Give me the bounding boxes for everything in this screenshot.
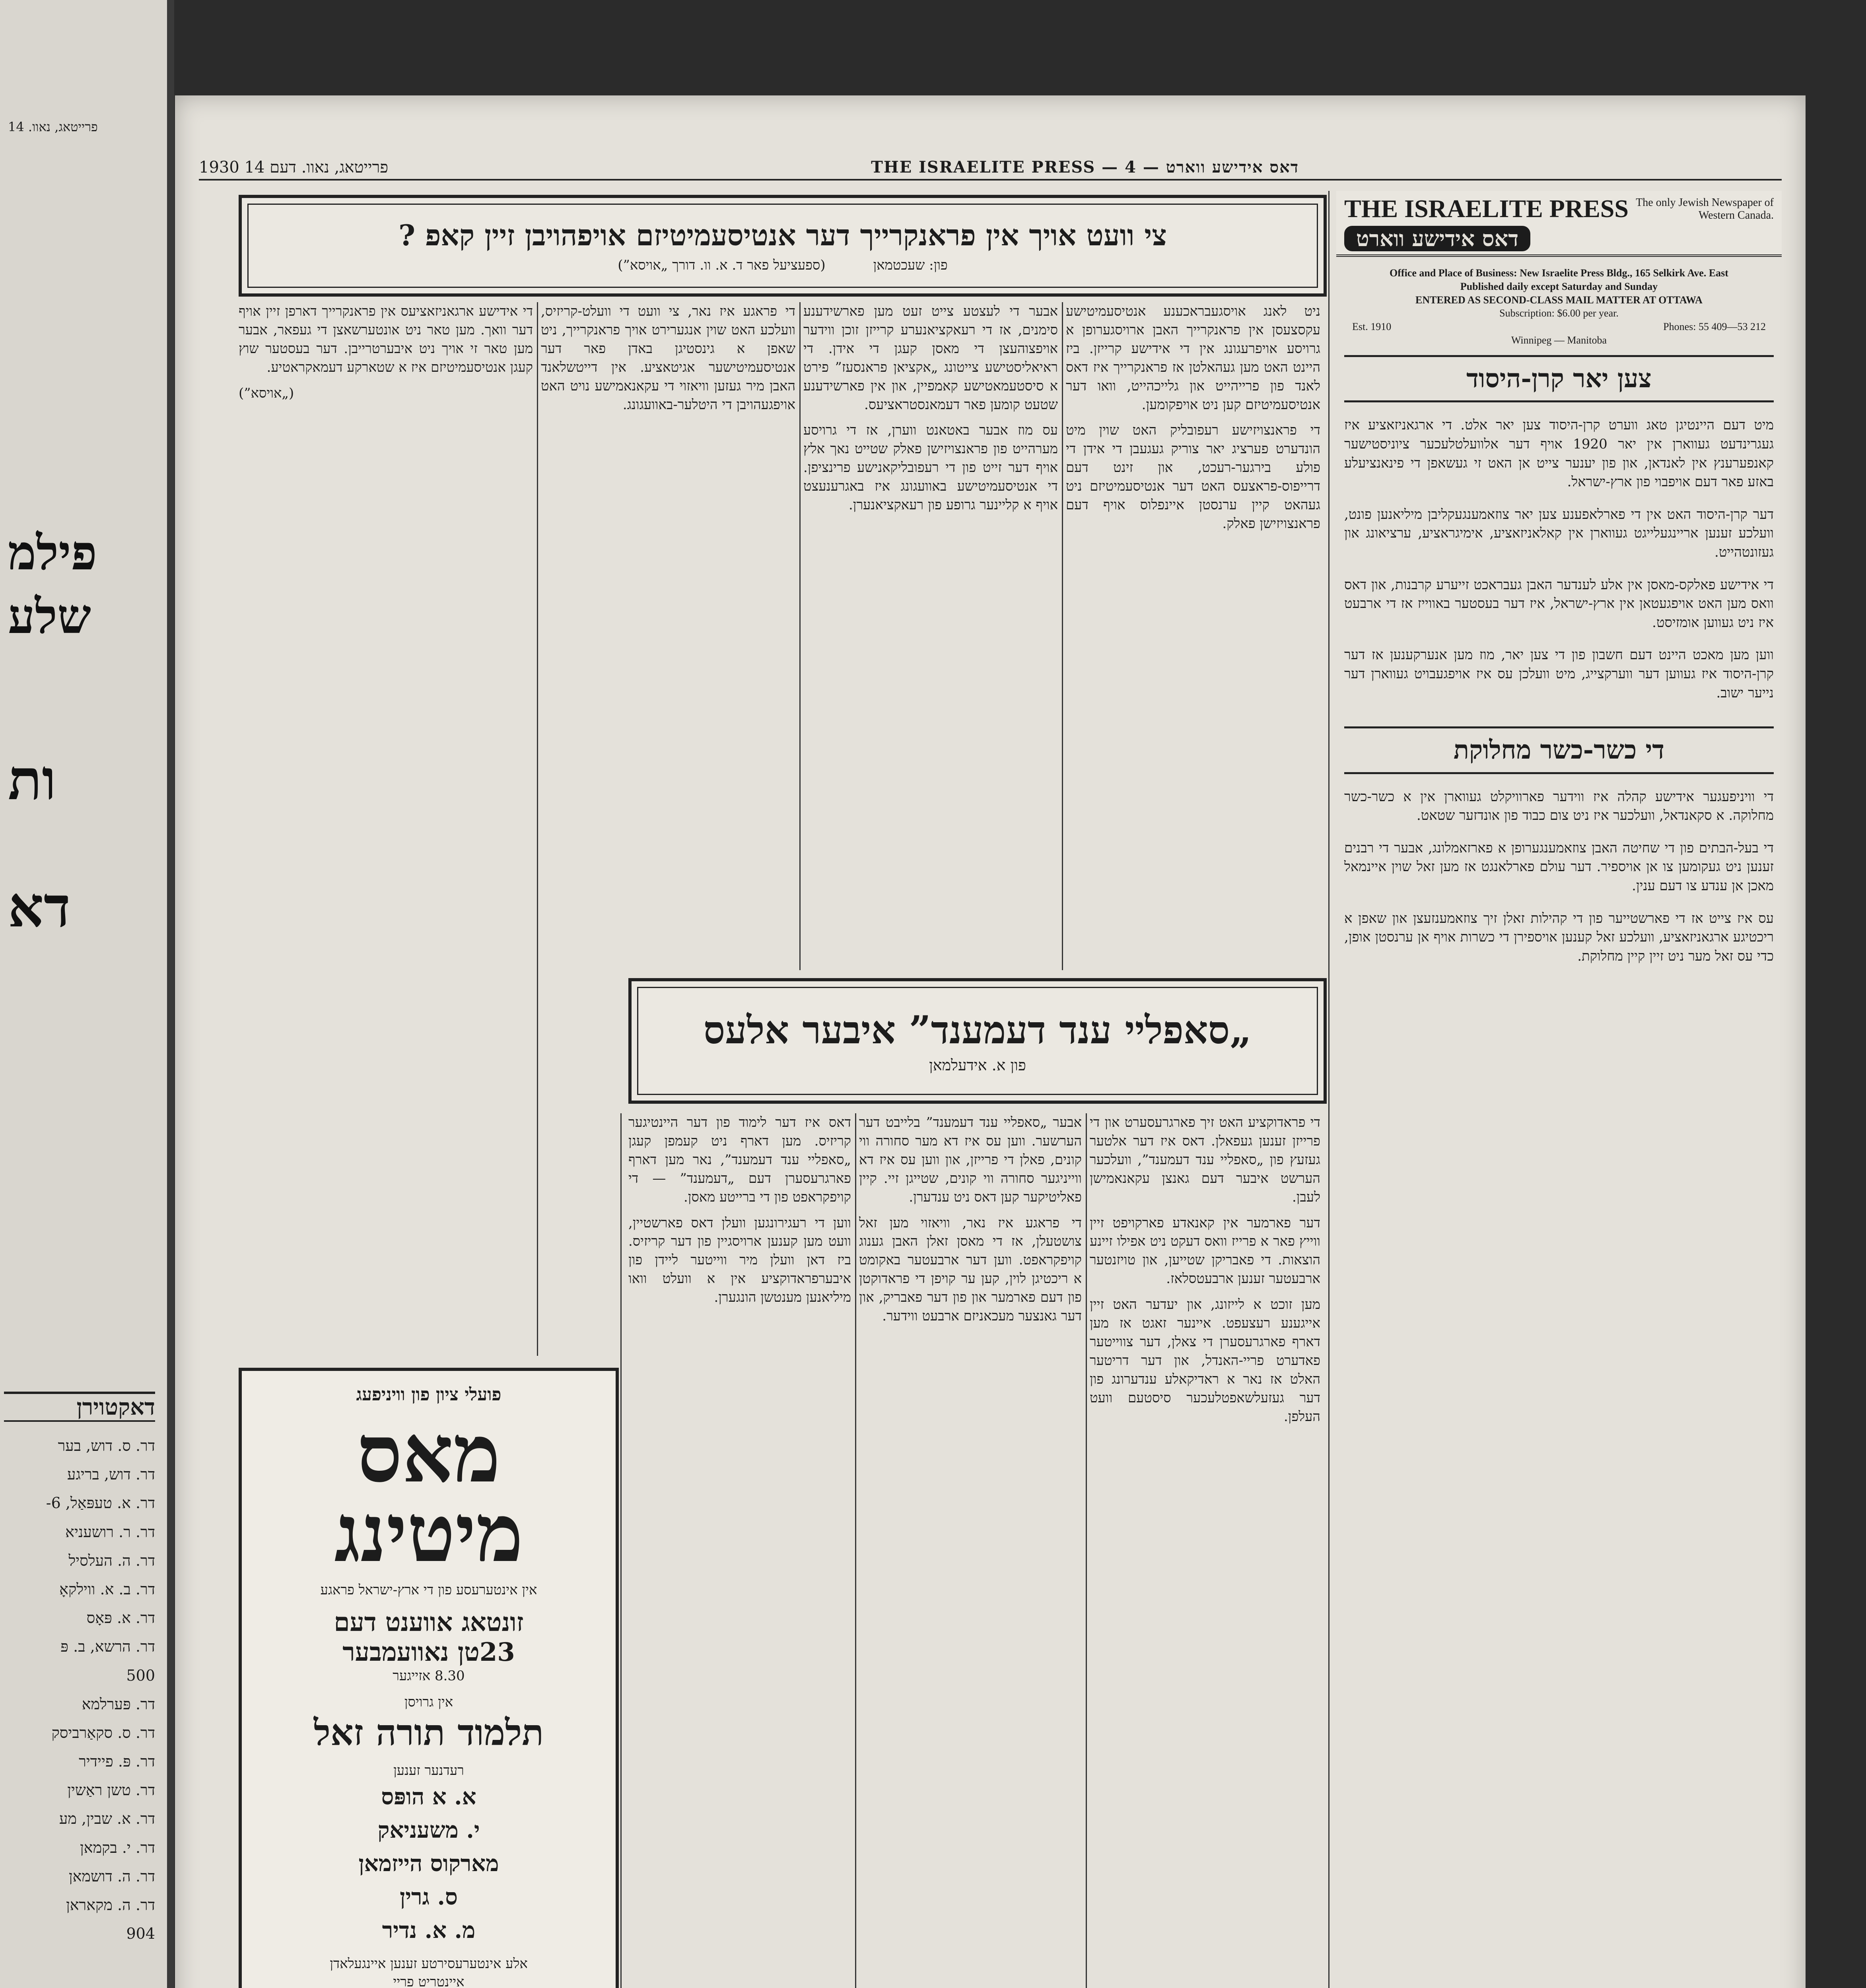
paragraph: די אידישע ארגאניזאציעס אין פראנקרייך דארפן זיין אויף דער וואך. מען טאר ניט אונטערשאצן די געפאר, אבער מען טאר זי אויך ניט איבערטרייבן. דער בעסטער שוץ קעגן אנטיסעמיטיזם איז א שטארקע דעמאקראטיע. [239,303,533,375]
paragraph: עס מוז אבער באטאנט ווערן, אז די גרויסע מערהייט פון פראנצויזישן פאלק שטייט נאך אלץ אויף דער זייט פון די רעפובליקאנישע פרינציפן. די אנטיסעמיטישע באוועגונג איז באגרענעצט אויף א קליינער גרופע פון רעאקציאנערן. [803,422,1058,513]
meeting-where-2: תלמוד תורה זאל [313,1712,544,1754]
list-item: דר. א. טעפּאַל, 6- [46,1494,155,1512]
column-rule [620,1113,622,1988]
speaker: א. א הופּס [381,1783,476,1810]
paragraph: ווען די רעגירונגען וועלן דאס פארשטיין, וועט מען קענען ארויסגיין פון דער קריזיס. ביז דאן וועלן מיר ווייטער ליידן פון איבערפראדוקציע אין א וועלט וואו מיליאנען מענטשן הונגערן. [628,1215,851,1306]
meeting-when-1: זונטאג אווענט דעם [334,1607,524,1638]
prev-doctors-list [4,1431,155,1948]
feature-column-1 [1090,1113,1320,1988]
list-item: דר. א. פּאָס [86,1609,155,1627]
folio-title: THE ISRAELITE PRESS — 4 — דאס אידישע ווארט [871,157,1299,177]
paragraph: די וויניפעגער אידישע קהלה איז ווידער פארוויקלט געווארן אין א כשר-כשר מחלוקה. א סקאנדאל, וועלכער איז ניט צום כבוד פון אונדזער שטאט. [1344,788,1774,824]
column-rule [537,302,538,1356]
main-article-headline-box [239,195,1327,297]
list-item: דר. ס. דוש, בער [58,1437,155,1454]
main-article-note: (ספעציעל פאר ד. א. וו. דורך „אויסא”) [618,257,826,273]
paragraph: די פראדוקציע האט זיך פארגרעסערט און די פרייזן זענען געפאלן. דאס איז דער אלטער געזעץ פון „סאפליי ענד דעמענד”, וועלכער הערשט איבער דעם גאנצן עקאנאמישן לעבן. [1090,1114,1320,1205]
editorial-section [1336,355,1782,966]
meeting-speakers [242,1780,616,1947]
masthead [1336,191,1782,257]
column-rule [799,302,801,970]
mass-meeting-ad [239,1368,619,1988]
list-item: דר. א. שבין, מע [59,1810,155,1828]
paragraph: אבער „סאפליי ענד דעמענד” בלייבט דער הערשער. ווען עס איז דא מער סחורה ווי קונים, פאלן די פרייזן, און ווען עס איז דא ווייניגער סחורה ווי קונים, שטייגן זיי. קיין פאליטיקער קען דאס ניט ענדערן. [859,1114,1082,1205]
list-item: דר. ה. מקאראן [66,1896,155,1914]
publication-info [1336,266,1782,347]
pub-subscription: Subscription: $6.00 per year. [1499,307,1619,319]
folio-date: 1930 פרייטאג, נאוו. דעם 14 [199,158,389,177]
speaker: מארקוס הייזמאן [358,1850,499,1877]
feature-author: פון א. אידעלמאן [929,1056,1026,1074]
column-rule [1086,1113,1087,1988]
paragraph: די פראנצויזישע רעפובליק האט שוין מיט הונדערט פערציג יאר צוריק געגעבן די אידן די פולע בירגער-רעכט, און זינט דעם דרייפוס-פראצעס האט דער אנטיסעמיטיזם ניט געהאט קיין ערנסטן איינפלוס אויף דעם פראנצויזישן פאלק. [1066,422,1320,532]
list-item: דר. ב. א. ווילקאָ [59,1580,155,1598]
paragraph: די פראגע איז נאר, וויאזוי מען זאל צושטעלן, אז די מאסן זאלן האבן גענוג קויפקראפט. ווען דער ארבעטער באקומט א ריכטיגן לוין, קען ער קויפן די פראדוקטן פון דעם פארמער און פון דער פאבריק, און דער גאנצער מעכאניזם ארבעט ווידער. [859,1215,1082,1324]
right-column [1336,191,1782,1988]
paragraph: מען זוכט א לייזונג, און יעדער האט זיין אייגענע רעצעפט. איינער זאגט אז מען דארף פארגרעסערן די צאלן, דער צווייטער פאדערט פריי-האנדל, און דער דריטער האלט אז נאר א ראדיקאלע ענדערונג פון דער געזעלשאפטלעכער סיסטעם וועט העלפן. [1090,1297,1320,1425]
feature-title: „סאפליי ענד דעמענד” איבער אלעס [703,1008,1252,1052]
main-article-column-3 [541,302,795,970]
main-article-title: צי וועט אויך אין פראנקרייך דער אנטיסעמיטיזם אויפהויבן זיין קאפ ? [398,218,1167,252]
meeting-footer-1: אלע אינטערעסירטע זענען איינגעלאדן [330,1955,528,1972]
paragraph: די בעל-הבתים פון די שחיטה האבן צוזאמענגערופן א פארזאמלונג, אבער די רבנים זענען ניט געקומען צו אן אויספיר. דער עולם פארלאנגט אז מען זאל שוין איינמאל מאכן אן ענדע צו דעם ענין. [1344,840,1774,894]
list-item: דר. פּערלמא [82,1695,155,1713]
meeting-title-1: מאס [357,1407,501,1501]
feature-headline-inner [637,987,1318,1095]
paragraph: אבער די לעצטע צייט זעט מען פארשידענע סימנים, אז די רעאקציאנערע קרייזן זוכן ווידער אויפצוהעצן די מאסן קעגן די אידן. די ראיאליסטישע צייטונג „אקציאן פראנסעז” פירט א סיסטעמאטישע קאמפיין, און אין פארשידענע שטעט קומען פאר דעמאנסטראציעס. [803,303,1058,413]
meeting-topic: אין אינטערעסע פון די ארץ-ישראל פראגע [320,1582,537,1598]
feature-column-3 [628,1113,851,1988]
column-rule [855,1113,856,1988]
pub-published: Published daily except Saturday and Sunday [1460,280,1658,292]
main-article-column-2 [803,302,1058,970]
main-article-credits [618,257,948,273]
speaker: ס. גרין [400,1883,458,1910]
prev-doctors-title: דאקטוירן [4,1392,155,1422]
feature-headline-box [628,978,1327,1104]
headline-inner-frame [247,204,1318,288]
list-item: דר. דוש, בריגע [67,1466,155,1483]
paragraph: דער קרן-היסוד האט אין די פארלאפענע צען יאר צוזאמענגעקליבן מיליאנען פונט, וועלכע זענען אריינגעלייגט געווארן אין קאלאניזאציע, אימיגראציע, ערציאונג און געזונטהייט. [1344,506,1774,560]
pub-city: Winnipeg — Manitoba [1511,334,1607,346]
paragraph: דער פארמער אין קאנאדע פארקויפט זיין ווייץ פאר א פרייז וואס דעקט ניט אפילו זיינע הוצאות. די פאבריקן שטייען, און טויזנטער ארבעטער זענען ארבעטסלאז. [1090,1215,1320,1287]
prev-fragment-3: ות [8,747,56,813]
list-item: דר. ס. סקאַרביסק [51,1724,155,1741]
meeting-where-1: אין גרויסן [404,1694,453,1710]
meeting-footer-2: איינטריט פריי [393,1974,465,1988]
column-rule [1328,191,1330,1988]
paragraph-signoff: („אויסא”) [239,385,294,401]
list-item: דר. טשן ראַשין [67,1781,155,1799]
paragraph: ווען מען מאכט היינט דעם חשבון פון די צען יאר, מוז מען אנערקענען אז דער קרן-היסוד איז געווען דער ווערקצייג, מיט וועלכן עס איז אויפגעבויט געווארן דער נייער ישוב. [1344,647,1774,701]
list-item: דר. ה. דושמאן [68,1867,155,1885]
list-item: דר. הרשא, ב. פּ [60,1638,155,1656]
newspaper-page [175,95,1806,1988]
page-folio [199,155,1782,181]
pub-entered: ENTERED AS SECOND-CLASS MAIL MATTER AT OTTAWA [1415,294,1703,306]
meeting-speakers-label: רעדנער זענען [393,1763,464,1779]
prev-fragment-4: דא [8,875,71,940]
paragraph: דאס איז דער לימוד פון דער היינטיגער קריזיס. מען דארף ניט קעמפן קעגן „סאפליי ענד דעמענד”, נאר מען דארף פארגרעסערן דעם „דעמענד” — די קויפקראפט פון די ברייטע מאסן. [628,1114,851,1205]
paragraph: ניט לאנג אויסגעבראכענע אנטיסעמיטישע עקסצעסן אין פראנקרייך האבן ארויסגערופן א גרויסע אויפרעגונג אין די אידישע קרייזן. ביז היינט האט מען געהאלטן אז פראנקרייך איז דאס לאנד פון פרייהייט און גלייכהייט, וואו דער אנטיסעמיטיזם קען ניט אויפקומען. [1066,303,1320,413]
paragraph: די אידישע פאלקס-מאסן אין אלע לענדער האבן געבראכט זייערע קרבנות, און דאס וואס מען האט אויפגעטאן אין ארץ-ישראל, איז דער בעסטער באווייז אז די ארבעט איז ניט געווען אומזיסט. [1344,577,1774,631]
list-item: דר. י. בקמאן [80,1839,155,1856]
speaker: מ. א. נדיר [382,1917,476,1943]
prev-page-header: פרייטאג, נאוו. 14 [8,119,98,134]
meeting-title-2: מיטינג [334,1487,523,1580]
pub-est-row [1336,320,1782,334]
pub-office: Office and Place of Business: New Israelite Press Bldg., 165 Selkirk Ave. East [1390,267,1728,279]
masthead-tagline: The only Jewish Newspaper of Western Canada. [1636,196,1774,221]
prev-fragment-2: שלע [8,588,91,645]
list-item: דר. ר. רושעניא [65,1523,155,1541]
paragraph: די פראגע איז נאר, צי וועט די וועלט-קריזיס, וועלכע האט שוין אנגערירט אויך פראנקרייך, ניט שאפן א גינסטיגן באדן פאר דער אנטיסעמיטישער אגיטאציע. אין דייטשלאנד האבן מיר געזען וויאזוי די עקאנאמישע נויט האט אויפגעהויבן די היטלער-באוועגונג. [541,303,795,413]
meeting-time: 8.30 אזייגער [393,1668,465,1684]
editorial-title-2: די כשר-כשר מחלוקת [1344,726,1774,774]
main-article-column-1 [1066,302,1320,970]
meeting-when-2: 23טן נאוועמבער [342,1637,515,1668]
column-rule [1062,302,1063,970]
editorial-title: צען יאר קרן-היסוד [1344,355,1774,403]
meeting-sponsor: פועלי ציון פון וויניפעג [356,1384,501,1405]
masthead-title-yi: דאס אידישע ווארט [1344,226,1530,251]
list-item: דר. פּ. פיידיר [79,1753,155,1771]
pub-phones: Phones: 55 409—53 212 [1663,321,1766,333]
paragraph: עס איז צייט אז די פארשטייער פון די קהילות זאלן זיך צוזאמענזעצן און שאפן א ריכטיגע ארגאניזאציע, וועלכע זאל קענען אויספירן די כשרות אויף אן ערנסטן אופן, כדי עס זאל מער ניט זיין קיין מחלוקת. [1344,910,1774,964]
prev-fragment-1: פילמ [8,525,97,581]
masthead-title-en: THE ISRAELITE PRESS [1344,194,1629,223]
list-item: 904 [126,1925,155,1943]
feature-column-2 [859,1113,1082,1988]
speaker: י. משעניאק [377,1817,480,1843]
pub-est: Est. 1910 [1352,321,1392,333]
list-item: דר. ה. העלסיל [68,1551,155,1569]
list-item: 500 [126,1666,155,1684]
paragraph: מיט דעם היינטיגן טאג ווערט קרן-היסוד צען יאר אלט. די ארגאניזאציע איז געגרינדעט געווארן אין יאר 1920 אויף דער אלוועלטלעכער ציוניסטישער קאנפערענץ אין לאנדאן, און פון יענער צייט אן האט זי געשאפן די פינאנציעלע באזע פאר דעם אויפבוי פון ארץ-ישראל. [1344,417,1774,490]
main-article-column-4 [239,302,533,1356]
main-article-author: פון: שעכטמאן [873,257,948,273]
previous-page-edge [0,0,174,1988]
